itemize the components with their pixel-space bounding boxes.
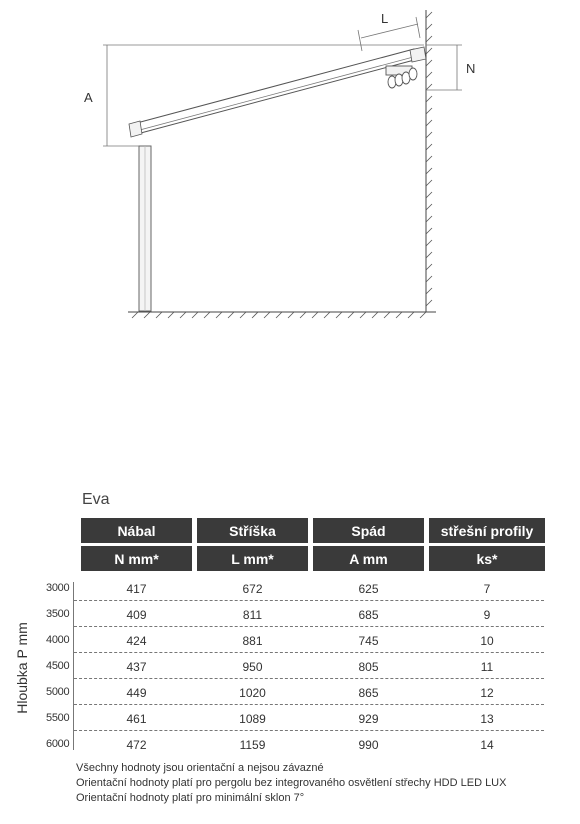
cell-ks: 12 [480, 686, 494, 700]
label-n: N [466, 61, 476, 76]
cell-a: 625 [358, 582, 379, 596]
awning-roll [386, 66, 417, 88]
header-stresni-profily: střešní profily [429, 518, 545, 543]
table-row [0, 709, 545, 735]
row-divider [74, 626, 544, 627]
row-divider [74, 704, 544, 705]
cell-l: 1089 [239, 712, 266, 726]
roof-beam [129, 47, 426, 137]
pergola-diagram [0, 0, 580, 330]
table-row [0, 631, 545, 657]
table-row [0, 735, 545, 761]
cell-l: 1020 [239, 686, 266, 700]
row-depth: 5000 [46, 686, 70, 698]
header-striska: Stříška [197, 518, 308, 543]
subheader-l: L mm* [197, 546, 308, 571]
footnote: Všechny hodnoty jsou orientační a nejsou závazné [76, 762, 324, 774]
label-a: A [84, 90, 93, 105]
cell-a: 990 [358, 738, 379, 752]
cell-a: 685 [358, 608, 379, 622]
wall [426, 10, 432, 312]
footnote: Orientační hodnoty platí pro pergolu bez integrovaného osvětlení střechy HDD LED LUX [76, 777, 507, 789]
header-nabal: Nábal [81, 518, 192, 543]
cell-n: 472 [126, 738, 147, 752]
row-depth: 4500 [46, 660, 70, 672]
subheader-ks: ks* [429, 546, 545, 571]
cell-l: 881 [242, 634, 263, 648]
cell-ks: 11 [480, 660, 494, 674]
row-depth: 5500 [46, 712, 70, 724]
cell-l: 950 [242, 660, 263, 674]
support-post [139, 146, 151, 311]
cell-a: 805 [358, 660, 379, 674]
dimension-l [358, 17, 420, 51]
cell-n: 424 [126, 634, 147, 648]
cell-l: 1159 [239, 738, 266, 752]
cell-ks: 14 [480, 738, 494, 752]
dimension-n [426, 45, 462, 90]
row-divider [74, 678, 544, 679]
cell-n: 461 [126, 712, 147, 726]
subheader-a: A mm [313, 546, 424, 571]
label-l: L [381, 11, 389, 26]
table-row [0, 579, 545, 605]
header-spad: Spád [313, 518, 424, 543]
cell-ks: 10 [480, 634, 494, 648]
cell-n: 409 [126, 608, 147, 622]
cell-ks: 13 [480, 712, 494, 726]
footnote: Orientační hodnoty platí pro minimální sklon 7° [76, 792, 305, 804]
row-depth: 3000 [46, 582, 70, 594]
cell-a: 929 [358, 712, 379, 726]
cell-n: 437 [126, 660, 147, 674]
table-row [0, 683, 545, 709]
row-depth: 6000 [46, 738, 70, 750]
table-row [0, 605, 545, 631]
cell-a: 745 [358, 634, 379, 648]
cell-n: 417 [126, 582, 147, 596]
row-divider [74, 730, 544, 731]
cell-ks: 9 [483, 608, 491, 622]
cell-l: 811 [242, 608, 263, 622]
cell-l: 672 [242, 582, 263, 596]
row-depth: 4000 [46, 634, 70, 646]
cell-ks: 7 [483, 582, 491, 596]
table-row [0, 657, 545, 683]
row-depth: 3500 [46, 608, 70, 620]
row-divider [74, 600, 544, 601]
ground [128, 312, 436, 318]
subheader-n: N mm* [81, 546, 192, 571]
table-title: Eva [82, 491, 110, 508]
cell-n: 449 [126, 686, 147, 700]
row-divider [74, 652, 544, 653]
cell-a: 865 [358, 686, 379, 700]
